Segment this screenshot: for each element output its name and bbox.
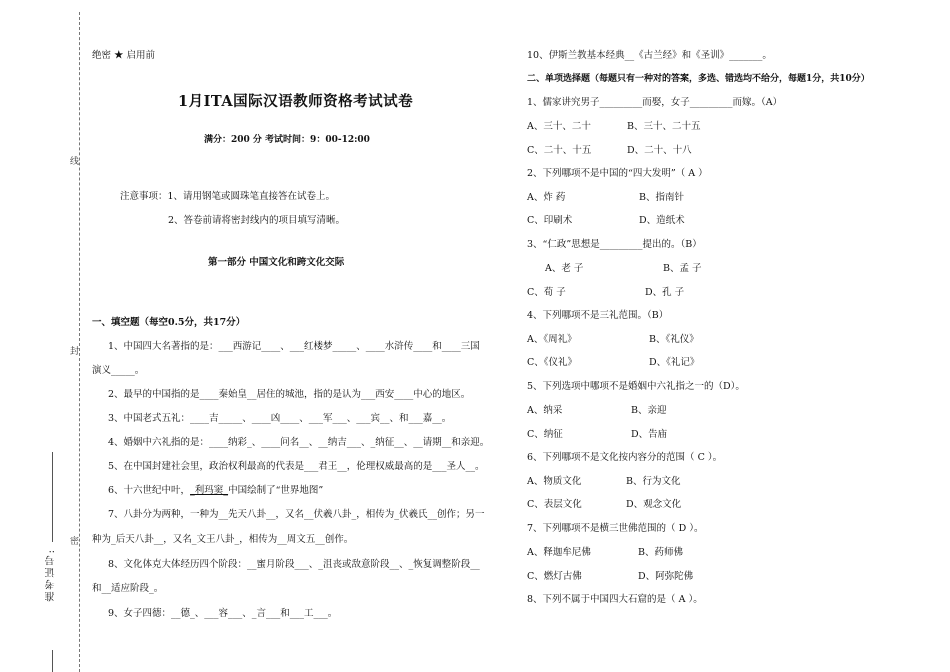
choice-4-option-b: B、《礼仪》 [649, 334, 699, 345]
choice-2-option-b: B、指南针 [639, 192, 684, 203]
choice-5-option-b: B、亲迎 [631, 405, 667, 416]
choice-6-option-c: C、表层文化 [527, 499, 582, 510]
choice-5-option-d: D、告庙 [631, 429, 668, 440]
choice-2-option-a: A、炸 药 [527, 192, 566, 203]
choice-2-option-d: D、造纸术 [639, 215, 685, 226]
choice-question-4: 4、下列哪项不是三礼范围。（B） [527, 310, 669, 321]
choice-question-5: 5、下列选项中哪项不是婚姻中六礼指之一的（D）。 [527, 381, 745, 392]
fill-question-9: 9、女子四德：__德_、___容___、_言___和___工___。 [108, 608, 338, 619]
fill-question-8-cont: 和__适应阶段_。 [92, 583, 164, 594]
fill-question-4: 4、婚姻中六礼指的是：____纳彩_、____问名__、__纳吉___、_纳征__、__请期__和亲迎。 [108, 437, 490, 448]
choice-question-3: 3、“仁政”思想是_________提出的。（B） [527, 239, 702, 250]
choice-3-option-d: D、孔 子 [645, 287, 685, 298]
choice-5-option-a: A、纳采 [527, 405, 563, 416]
choice-question-6: 6、下列哪项不是文化按内容分的范围（ C ）。 [527, 452, 723, 463]
seal-char-seal: 封 [70, 347, 80, 357]
fill-question-6-answer: _利玛窦_ [190, 485, 229, 496]
choice-4-option-c: C、《仪礼》 [527, 357, 578, 368]
part-1-heading: 第一部分 中国文化和跨文化交际 [208, 257, 345, 268]
binding-margin [0, 0, 100, 672]
fill-question-2: 2、最早的中国指的是____秦始皇__居住的城池，指的是认为___西安____中心的地区。 [108, 389, 471, 400]
choice-6-option-d: D、观念文化 [626, 499, 682, 510]
choice-7-option-d: D、阿弥陀佛 [638, 571, 694, 582]
fill-question-7: 7、八卦分为两种，一种为__先天八卦__，又名__伏羲八卦_，相传为_伏羲氏__创作；另一 [108, 509, 485, 520]
fill-question-1-cont: 演义_____。 [92, 365, 145, 376]
choice-2-option-c: C、印刷术 [527, 215, 573, 226]
choice-1-option-d: D、二十、十八 [627, 145, 692, 156]
fill-question-10: 10、伊斯兰教基本经典__《古兰经》和《圣训》_______。 [527, 50, 772, 61]
fill-question-7-cont: 种为_后天八卦__，又名_文王八卦_，相传为__周文五__创作。 [92, 534, 354, 545]
choice-7-option-a: A、释迦牟尼佛 [527, 547, 591, 558]
section-1-heading: 一、填空题（每空0.5分，共17分） [92, 317, 246, 328]
choice-1-option-b: B、三十、二十五 [627, 121, 701, 132]
choice-1-option-a: A、三十、二十 [527, 121, 591, 132]
fill-question-8: 8、文化体克大体经历四个阶段：__蜜月阶段___、_沮丧或敌意阶段__、_恢复调整阶段__ [108, 559, 480, 570]
notice-2: 2、答卷前请将密封线内的项目填写清晰。 [168, 215, 346, 226]
fill-question-5: 5、在中国封建社会里，政治权利最高的代表是___君王__，伦理权威最高的是___圣人__。 [108, 461, 485, 472]
id-number-line-lower [52, 650, 53, 672]
fill-question-1: 1、中国四大名著指的是：___西游记____、___红楼梦_____、____水浒传____和____三国 [108, 341, 480, 352]
fill-question-3: 3、中国老式五礼：____吉_____、____凶____、___军___、___宾__、和___嘉__。 [108, 413, 452, 424]
id-number-line [52, 452, 53, 542]
choice-7-option-c: C、燃灯古佛 [527, 571, 582, 582]
choice-6-option-a: A、物质文化 [527, 476, 582, 487]
seal-char-secret: 密 [70, 537, 80, 547]
choice-4-option-d: D、《礼记》 [649, 357, 700, 368]
choice-question-7: 7、下列哪项不是横三世佛范围的（ D ）。 [527, 523, 704, 534]
exam-meta: 满分：200 分 考试时间：9：00-12:00 [204, 135, 370, 145]
choice-1-option-c: C、二十、十五 [527, 145, 592, 156]
choice-5-option-c: C、纳征 [527, 429, 563, 440]
fill-question-6-suffix: 中国绘制了“世界地图” [228, 485, 324, 496]
section-2-heading: 二、单项选择题（每题只有一种对的答案，多选、错选均不给分，每题1分，共10分） [527, 74, 870, 84]
seal-char-line: 线 [70, 157, 80, 167]
choice-7-option-b: B、药师佛 [638, 547, 683, 558]
choice-6-option-b: B、行为文化 [626, 476, 681, 487]
choice-question-2: 2、下列哪项不是中国的“四大发明”（ A ） [527, 168, 708, 179]
choice-3-option-a: A、老 子 [545, 263, 584, 274]
choice-3-option-b: B、孟 子 [663, 263, 702, 274]
choice-3-option-c: C、荀 子 [527, 287, 566, 298]
choice-4-option-a: A、《周礼》 [527, 334, 577, 345]
notice-1: 注意事项：1、请用钢笔或圆珠笔直接答在试卷上。 [120, 191, 336, 202]
exam-title: 1月ITA国际汉语教师资格考试试卷 [178, 93, 414, 110]
id-number-label: 准考证号: [46, 548, 57, 602]
seal-line [79, 12, 80, 672]
secret-mark: 绝密 ★ 启用前 [92, 50, 156, 61]
fill-question-6-prefix: 6、十六世纪中叶， [108, 485, 191, 496]
fill-question-6 [108, 484, 323, 498]
choice-question-8: 8、下列不属于中国四大石窟的是（ A ）。 [527, 594, 703, 605]
choice-question-1: 1、儒家讲究男子_________而娶，女子_________而嫁。（A） [527, 97, 783, 108]
